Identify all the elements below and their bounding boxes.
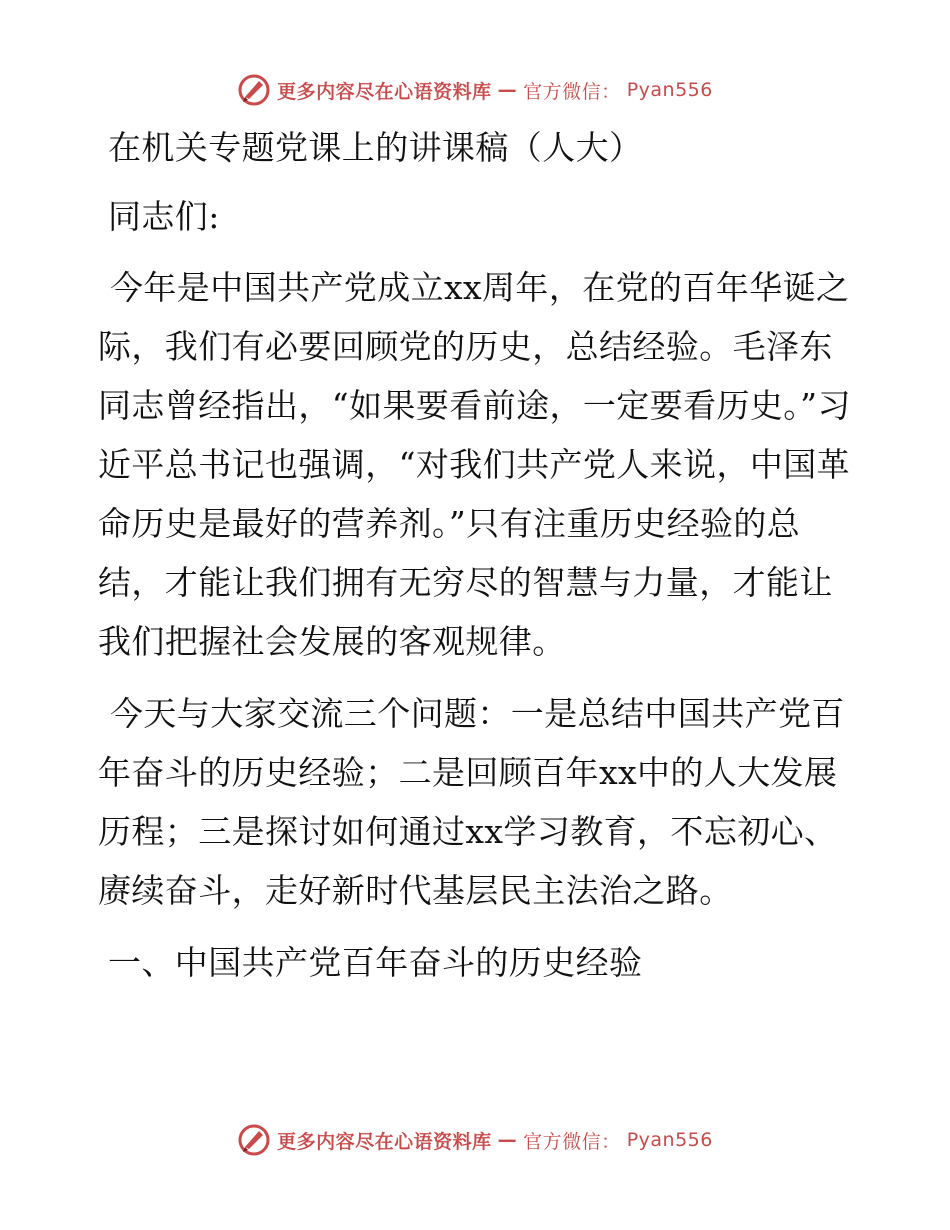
watermark-wechat-id: Pyan556	[626, 1129, 713, 1151]
section-heading: 一、中国共产党百年奋斗的历史经验	[108, 943, 643, 982]
watermark-main-text: 更多内容尽在心语资料库	[277, 80, 492, 103]
document-body	[98, 118, 852, 992]
pen-logo-icon	[237, 1123, 271, 1157]
watermark-dash: —	[497, 1129, 518, 1151]
greeting: 同志们:	[108, 197, 220, 236]
footer-watermark	[0, 1120, 950, 1160]
paragraph: 今年是中国共产党成立xx周年，在党的百年华诞之际，我们有必要回顾党的历史，总结经验。毛泽东同志曾经指出，“如果要看前途，一定要看历史。”习近平总书记也强调，“对我们共产党人来说，中国革命历史是最好的营养剂。”只有注重历史经验的总结，才能让我们拥有无穷尽的智慧与力量，才能让我们把握社会发展的客观规律。	[98, 268, 851, 661]
watermark-dash: —	[497, 79, 518, 101]
document-title: 在机关专题党课上的讲课稿（人大）	[108, 128, 643, 167]
header-watermark	[0, 70, 950, 110]
watermark-wechat-label: 官方微信：	[523, 80, 621, 103]
watermark-wechat-label: 官方微信：	[523, 1130, 621, 1153]
pen-logo-icon	[237, 73, 271, 107]
paragraph: 今天与大家交流三个问题：一是总结中国共产党百年奋斗的历史经验；二是回顾百年xx中的人大发展历程；三是探讨如何通过xx学习教育，不忘初心、赓续奋斗，走好新时代基层民主法治之路。	[98, 694, 845, 910]
watermark-wechat-id: Pyan556	[626, 79, 713, 101]
watermark-main-text: 更多内容尽在心语资料库	[277, 1130, 492, 1153]
